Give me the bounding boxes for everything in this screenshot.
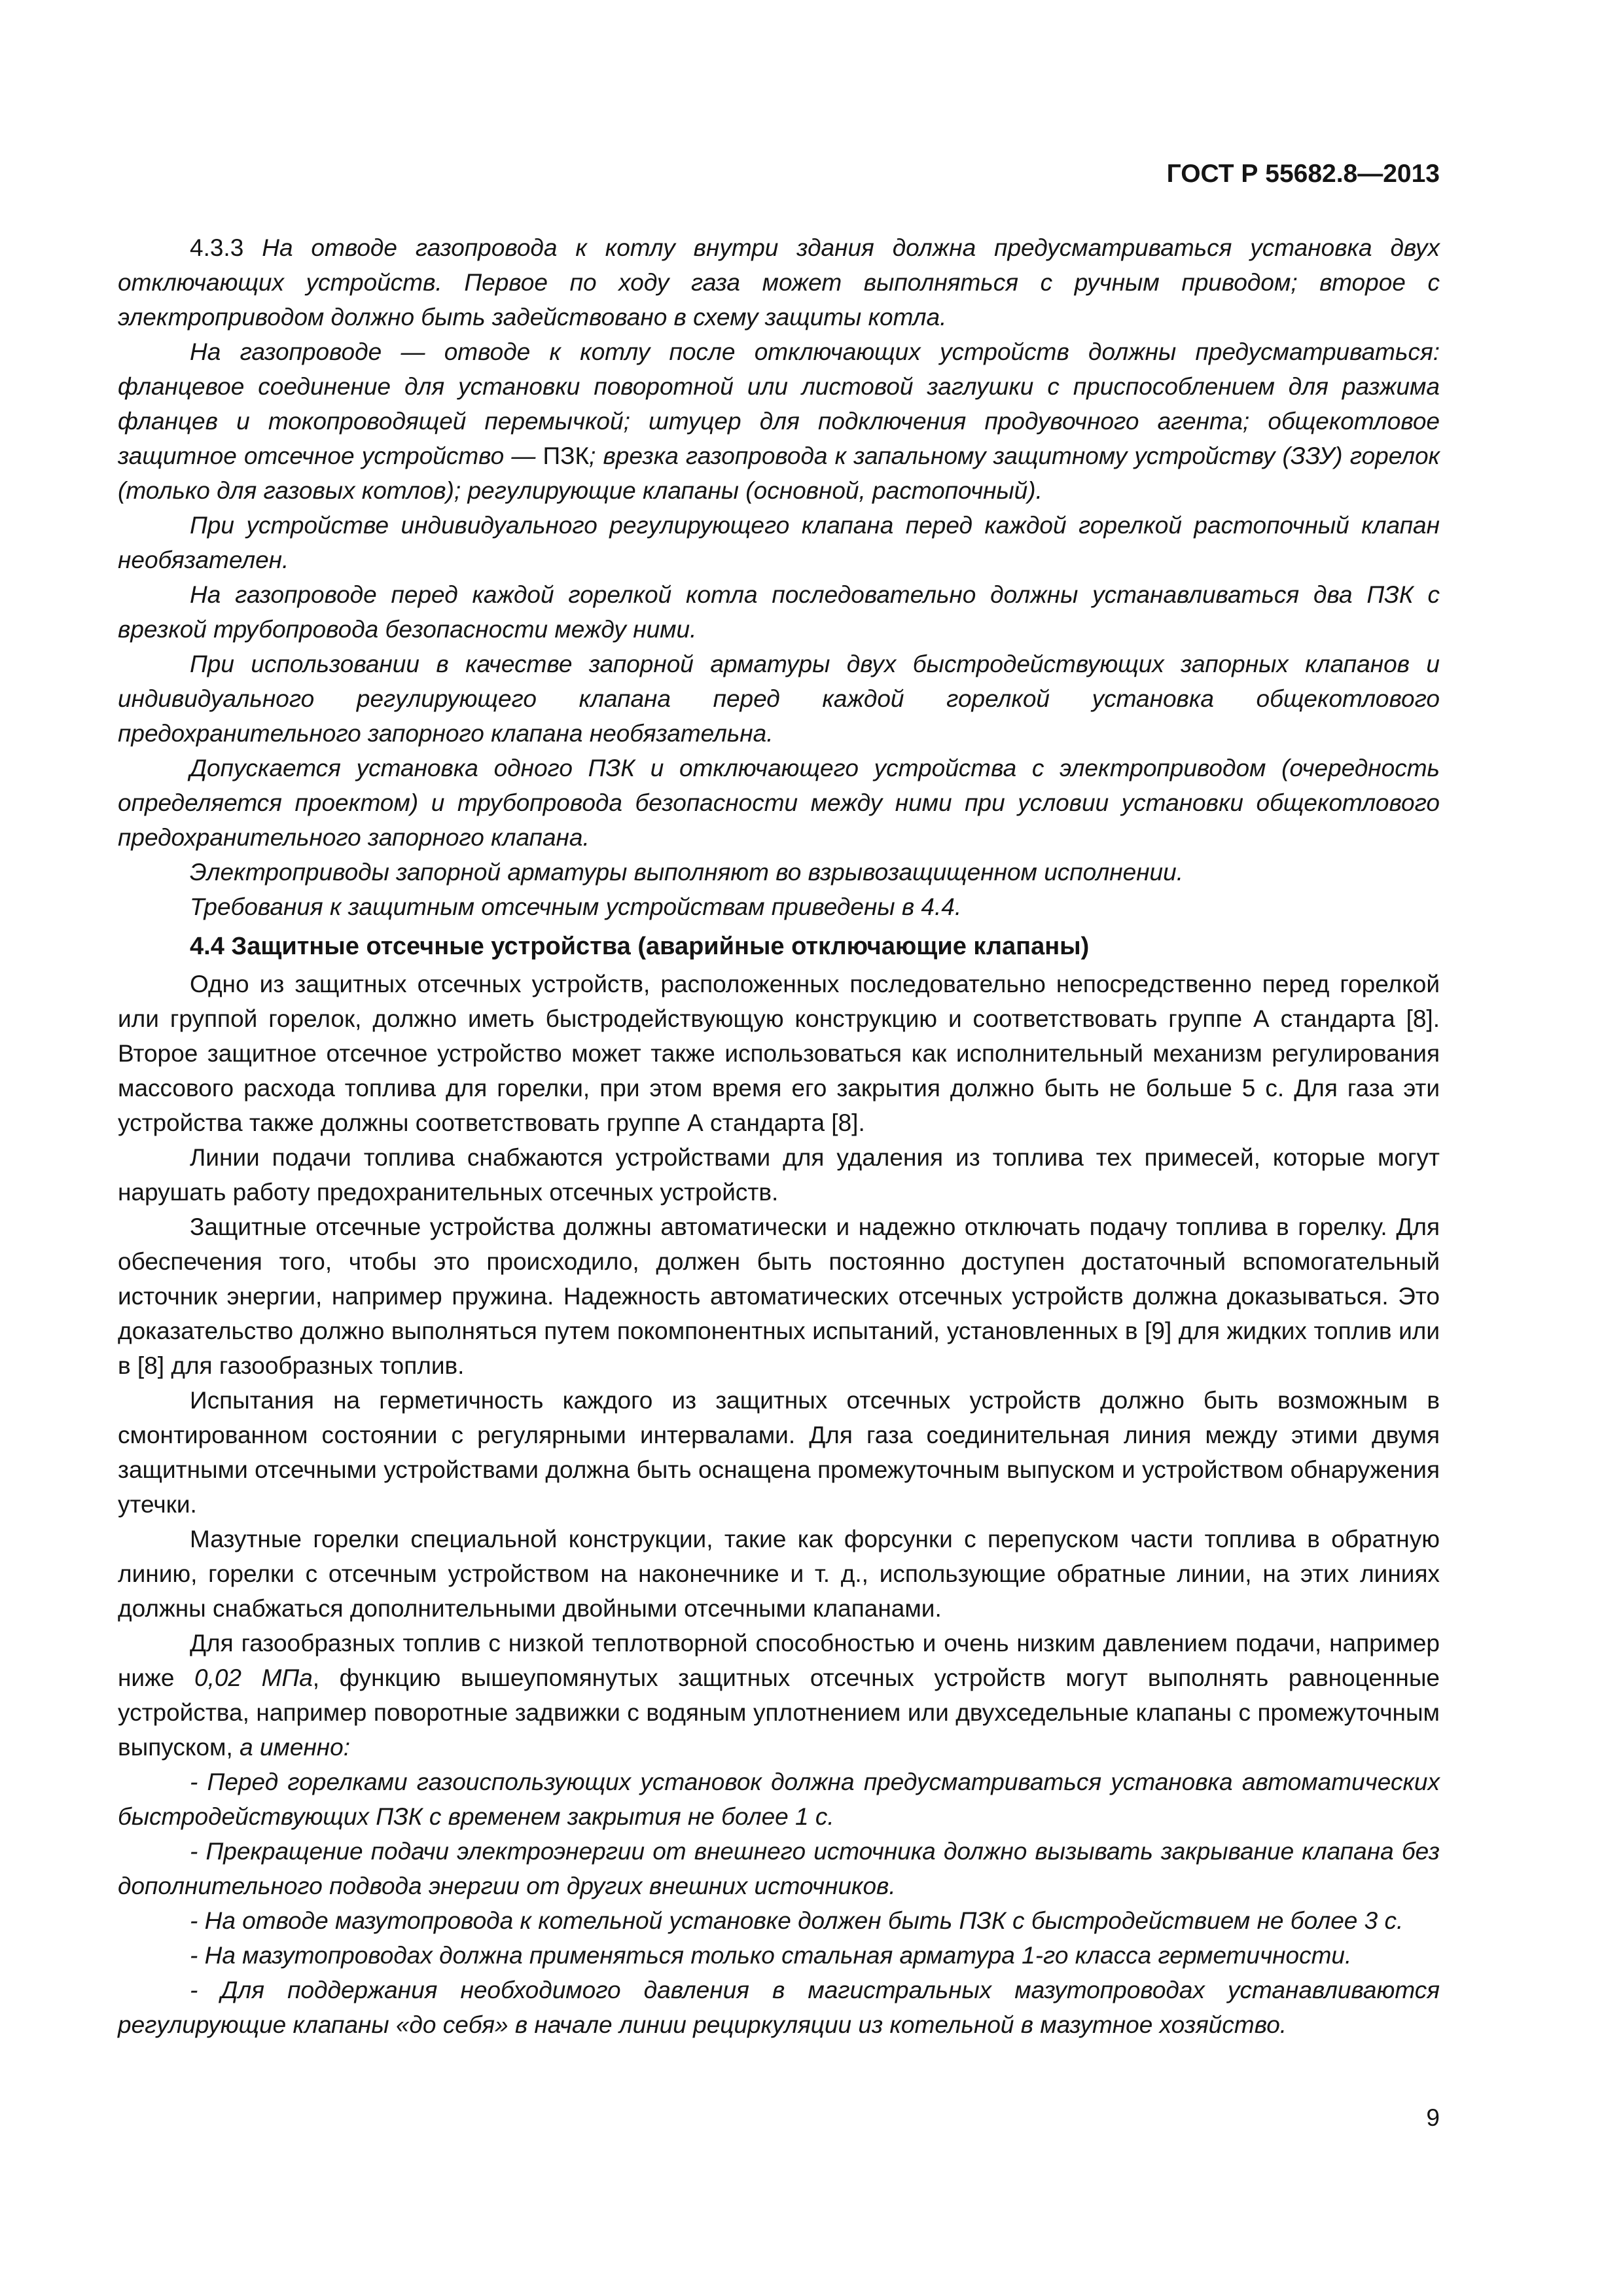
- paragraph-explosion-proof: Электроприводы запорной арматуры выполняют во взрывозащищенном исполнении.: [190, 859, 1183, 886]
- paragraph-low-calorific-gas: [118, 1626, 1440, 1765]
- list-item-3: - На отводе мазутопровода к котельной установке должен быть ПЗК с быстродействием не более 3 с.: [190, 1907, 1404, 1934]
- paragraph-two-pzk: На газопроводе перед каждой горелкой котла последовательно должны устанавливаться два ПЗК с врезкой трубопровода безопасности между ними.: [118, 581, 1440, 643]
- list-item-2: - Прекращение подачи электроэнергии от внешнего источника должно вызывать закрывание клапана без дополнительного подвода энергии от других внешних источников.: [118, 1838, 1440, 1899]
- text-part-d: а именно:: [240, 1734, 351, 1761]
- clause-number: 4.3.3: [190, 234, 262, 261]
- list-item-5: - Для поддержания необходимого давления в магистральных мазутопроводах устанавливаются регулирующие клапаны «до себя» в начале линии рециркуляции из котельной в мазутное хозяйство.: [118, 1977, 1440, 2038]
- document-code-header: ГОСТ Р 55682.8—2013: [1166, 160, 1440, 188]
- paragraph-4-3-3-intro: [118, 230, 1440, 334]
- paragraph-fast-valves: При использовании в качестве запорной арматуры двух быстродействующих запорных клапанов и индивидуального регулирующего клапана перед каждой горелкой установка общекотлового предохранительного запорного клапана необязательна.: [118, 651, 1440, 747]
- text-part-c: ; врезка газопровода к запальному защитному устройству (ЗЗУ) горелок (только для газовых котлов); регулирующие клапаны (основной, растопочный).: [118, 442, 1440, 504]
- clause-text: На отводе газопровода к котлу внутри здания должна предусматриваться установка двух отключающих устройств. Первое по ходу газа может выполняться с ручным приводом; второе с электроприводом должно быть задействовано в схему защиты котла.: [118, 234, 1440, 331]
- paragraph-gas-branch-equipment: [118, 334, 1440, 508]
- list-item-1: - Перед горелками газоиспользующих установок должна предусматриваться установка автоматических быстродействующих ПЗК с временем закрытия не более 1 с.: [118, 1768, 1440, 1830]
- paragraph-fuel-lines: Линии подачи топлива снабжаются устройствами для удаления из топлива тех примесей, которые могут нарушать работу предохранительных отсечных устройств.: [118, 1144, 1440, 1206]
- paragraph-fast-acting-device: Одно из защитных отсечных устройств, расположенных последовательно непосредственно перед горелкой или группой горелок, должно иметь быстродействующую конструкцию и соответствовать группе А стандарта [8]. Второе защитное отсечное устройство может также использоваться как исполнительный механизм регулирования массового расхода топлива для горелки, при этом время его закрытия должно быть не больше 5 с. Для газа эти устройства также должны соответствовать группе А стандарта [8].: [118, 971, 1440, 1136]
- text-part-a: Для газообразных топлив с низкой теплотворной способностью и очень низким давлением подачи, например ниже: [118, 1630, 1440, 1691]
- page-number: 9: [1426, 2104, 1440, 2131]
- page-content: [118, 230, 1440, 2042]
- pressure-value: 0,02 МПа: [194, 1664, 313, 1691]
- paragraph-auto-shutoff: Защитные отсечные устройства должны автоматически и надежно отключать подачу топлива в горелку. Для обеспечения того, чтобы это происходило, должен быть постоянно доступен достаточный вспомогательный источник энергии, например пружина. Надежность автоматических отсечных устройств должна доказываться. Это доказательство должно выполняться путем покомпонентных испытаний, установленных в [9] для жидких топлив или в [8] для газообразных топлив.: [118, 1213, 1440, 1379]
- paragraph-individual-valve: При устройстве индивидуального регулирующего клапана перед каждой горелкой растопочный клапан необязателен.: [118, 512, 1440, 573]
- paragraph-requirements-reference: Требования к защитным отсечным устройствам приведены в 4.4.: [190, 893, 962, 920]
- text-part-c: , функцию вышеупомянутых защитных отсечных устройств могут выполнять равноценные устройства, например поворотные задвижки с водяным уплотнением или двухседельные клапаны с промежуточным выпуском,: [118, 1664, 1440, 1761]
- paragraph-oil-burners: Мазутные горелки специальной конструкции, такие как форсунки с перепуском части топлива в обратную линию, горелки с отсечным устройством на наконечнике и т. д., использующие обратные линии, на этих линиях должны снабжаться дополнительными двойными отсечными клапанами.: [118, 1526, 1440, 1622]
- text-part-a: На газопроводе — отводе к котлу после отключающих устройств должны предусматриваться: фланцевое соединение для установки поворотной или листовой заглушки с приспособлением для разжима фланцев и токопроводящей перемычкой; штуцер для подключения продувочного агента; общекотловое защитное отсечное устройство —: [118, 338, 1440, 469]
- paragraph-one-pzk-allowed: Допускается установка одного ПЗК и отключающего устройства с электроприводом (очередность определяется проектом) и трубопровода безопасности между ними при условии установки общекотлового предохранительного запорного клапана.: [118, 755, 1440, 851]
- paragraph-leak-tests: Испытания на герметичность каждого из защитных отсечных устройств должно быть возможным в смонтированном состоянии с регулярными интервалами. Для газа соединительная линия между этими двумя защитными отсечными устройствами должна быть оснащена промежуточным выпуском и устройством обнаружения утечки.: [118, 1387, 1440, 1518]
- list-item-4: - На мазутопроводах должна применяться только стальная арматура 1-го класса герметичности.: [190, 1942, 1352, 1969]
- section-heading-4-4: 4.4 Защитные отсечные устройства (аварийные отключающие клапаны): [190, 933, 1090, 960]
- text-part-b: ПЗК: [543, 442, 590, 469]
